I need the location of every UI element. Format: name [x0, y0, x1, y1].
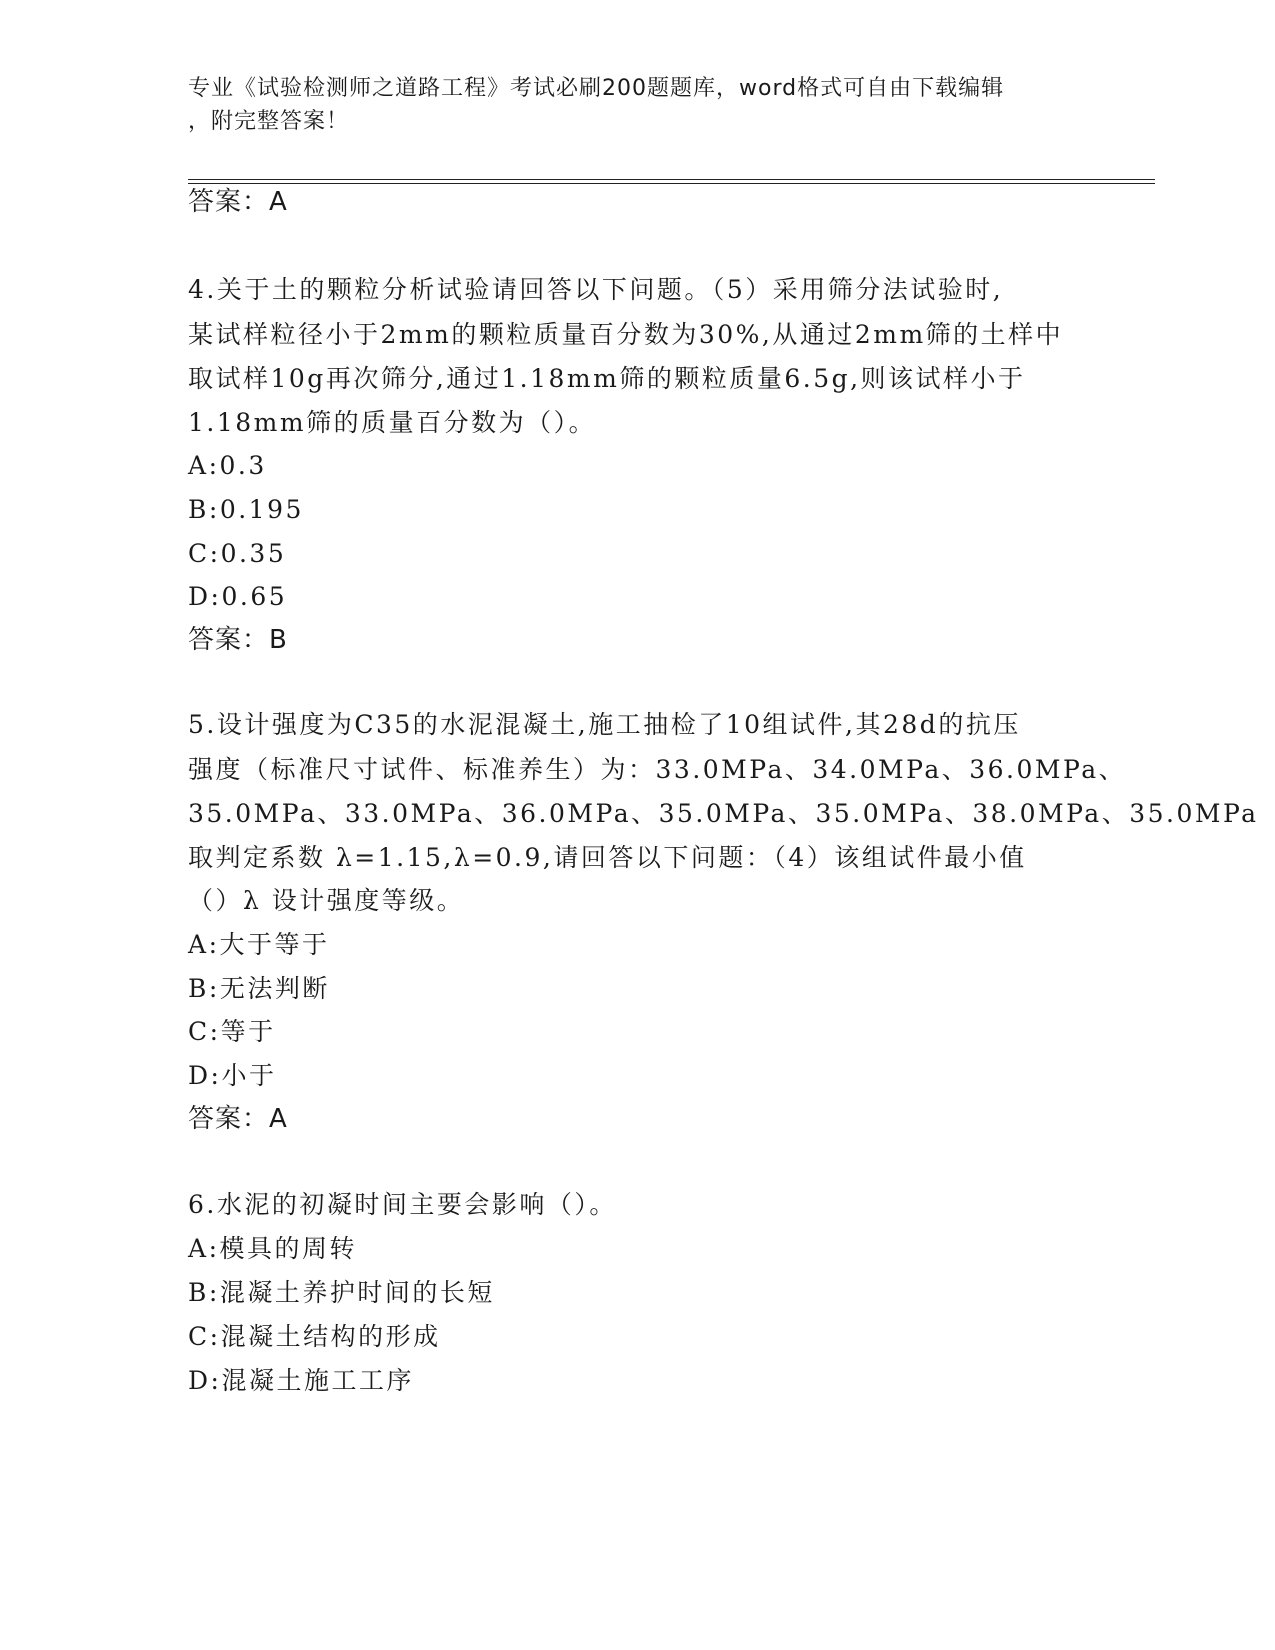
question-6-option-d: D:混凝土施工工序 [188, 1366, 414, 1395]
option-letter: A [188, 451, 209, 480]
header-rule-bottom [188, 183, 1155, 184]
header-line-2: ，附完整答案！ [188, 109, 350, 134]
option-text: 无法判断 [219, 974, 330, 1003]
question-5-line-2: 强度（标准尺寸试件、标准养生）为：33.0MPa、34.0MPa、36.0MPa、 [188, 755, 1127, 784]
question-4-option-d: D:0.65 [188, 582, 288, 611]
question-5-answer: 答案：A [188, 1104, 288, 1134]
question-6-option-b: B:混凝土养护时间的长短 [188, 1278, 495, 1307]
option-text: 混凝土施工工序 [221, 1366, 414, 1395]
question-4-line-1: 4.关于土的颗粒分析试验请回答以下问题。（5）采用筛分法试验时, [188, 275, 1004, 304]
option-letter: D [188, 582, 211, 611]
option-letter: C [188, 1322, 210, 1351]
answer-previous: 答案：A [188, 187, 288, 217]
question-5-line-5: （）λ 设计强度等级。 [188, 886, 465, 915]
option-text: 0.195 [219, 495, 304, 524]
option-letter: B [188, 1278, 209, 1307]
option-letter: A [188, 930, 209, 959]
question-6-option-a: A:模具的周转 [188, 1234, 358, 1263]
question-5-line-4: 取判定系数 λ=1.15,λ=0.9,请回答以下问题：（4）该组试件最小值 [188, 843, 1027, 872]
option-text: 混凝土养护时间的长短 [219, 1278, 495, 1307]
option-text: 大于等于 [219, 930, 330, 959]
document-header [188, 72, 1088, 138]
question-4-option-b: B:0.195 [188, 495, 304, 524]
option-text: 0.3 [219, 451, 267, 480]
header-line-1: 专业《试验检测师之道路工程》考试必刷200题题库，word格式可自由下载编辑 [188, 76, 1005, 101]
option-text: 0.35 [220, 539, 287, 568]
question-4-line-2: 某试样粒径小于2mm的颗粒质量百分数为30%,从通过2mm筛的土样中 [188, 320, 1064, 349]
option-letter: D [188, 1061, 211, 1090]
header-rule-top [188, 179, 1155, 180]
option-letter: D [188, 1366, 211, 1395]
option-letter: C [188, 539, 210, 568]
option-text: 模具的周转 [219, 1234, 358, 1263]
option-letter: A [188, 1234, 209, 1263]
option-letter: B [188, 974, 209, 1003]
option-text: 0.65 [221, 582, 288, 611]
question-5-option-a: A:大于等于 [188, 930, 330, 959]
question-4-line-3: 取试样10g再次筛分,通过1.18mm筛的颗粒质量6.5g,则该试样小于 [188, 364, 1026, 393]
question-6-option-c: C:混凝土结构的形成 [188, 1322, 441, 1351]
question-5-line-3: 35.0MPa、33.0MPa、36.0MPa、35.0MPa、35.0MPa、38.0MPa、35.0MPa [188, 799, 1259, 828]
question-5-option-b: B:无法判断 [188, 974, 330, 1003]
option-text: 小于 [221, 1061, 277, 1090]
question-4-line-4: 1.18mm筛的质量百分数为（）。 [188, 408, 597, 437]
option-text: 等于 [220, 1017, 276, 1046]
question-5-option-d: D:小于 [188, 1061, 277, 1090]
question-6-line-1: 6.水泥的初凝时间主要会影响（）。 [188, 1190, 617, 1219]
question-5-option-c: C:等于 [188, 1017, 276, 1046]
option-text: 混凝土结构的形成 [220, 1322, 441, 1351]
question-4-answer: 答案：B [188, 625, 288, 655]
question-4-option-a: A:0.3 [188, 451, 267, 480]
question-5-line-1: 5.设计强度为C35的水泥混凝土,施工抽检了10组试件,其28d的抗压 [188, 710, 1021, 739]
option-letter: C [188, 1017, 210, 1046]
question-4-option-c: C:0.35 [188, 539, 287, 568]
option-letter: B [188, 495, 209, 524]
